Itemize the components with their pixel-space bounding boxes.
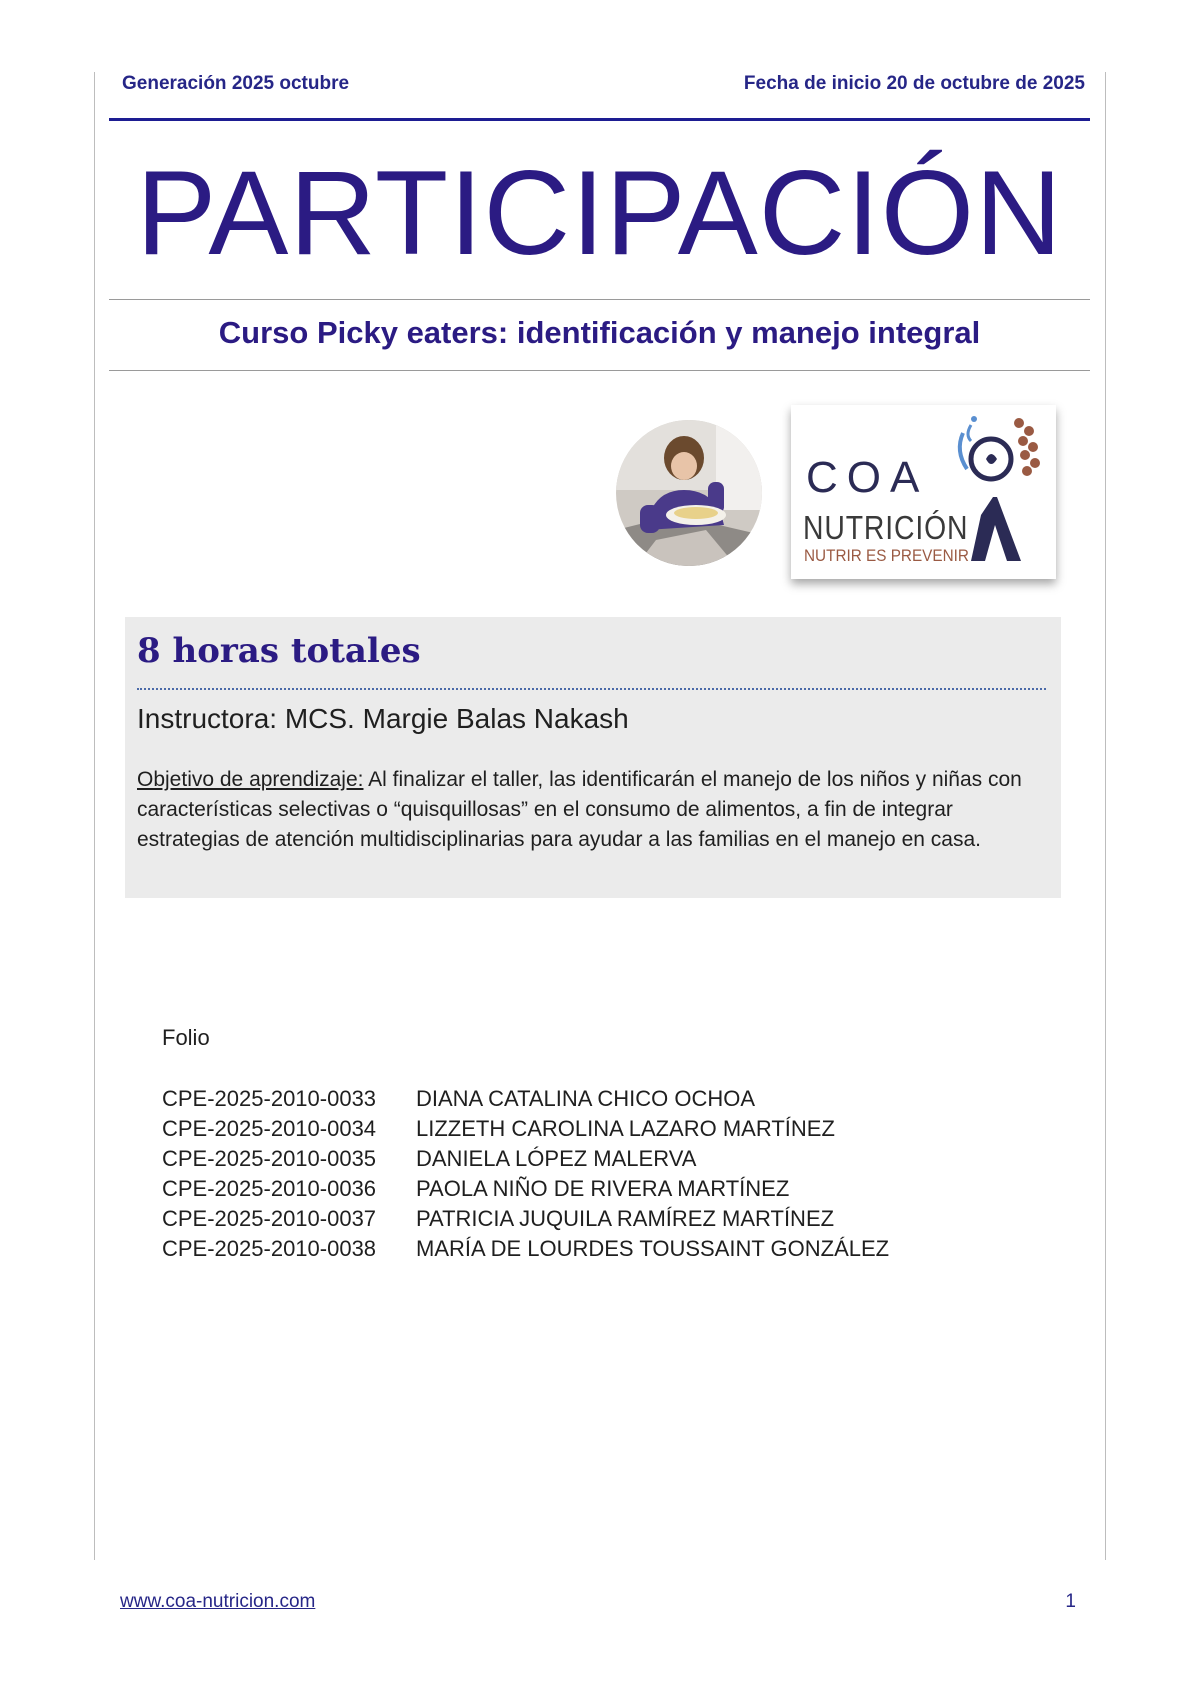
course-top-divider xyxy=(109,299,1090,300)
header-rule xyxy=(109,118,1090,121)
total-hours: 8 horas totales xyxy=(137,631,421,671)
participant-name: DANIELA LÓPEZ MALERVA xyxy=(416,1146,697,1171)
participant-folio: CPE-2025-2010-0037 xyxy=(162,1206,377,1231)
objective-text: Al finalizar el taller, las identificarán el manejo de los niños y niñas con características selectivas o “quisquillosas” en el consumo de alimentos, a fin de integrar estrategias de atención multidisciplinarias para ayudar a las familias en el manejo en casa. xyxy=(137,768,1022,851)
participant-name: PATRICIA JUQUILA RAMÍREZ MARTÍNEZ xyxy=(416,1206,835,1231)
objective-label: Objetivo de aprendizaje: xyxy=(137,768,364,791)
folio-label: Folio xyxy=(162,1025,210,1050)
course-info-panel xyxy=(125,617,1061,898)
participant-name: LIZZETH CAROLINA LAZARO MARTÍNEZ xyxy=(416,1116,835,1141)
participant-row xyxy=(162,1114,889,1144)
course-title: Curso Picky eaters: identificación y manejo integral xyxy=(218,315,981,350)
website-link[interactable]: www.coa-nutricion.com xyxy=(120,1591,316,1612)
course-bottom-divider xyxy=(109,370,1090,371)
right-margin-line xyxy=(1105,72,1106,1560)
participant-row xyxy=(162,1084,889,1114)
participant-name: MARÍA DE LOURDES TOUSSAINT GONZÁLEZ xyxy=(416,1236,890,1261)
participant-row xyxy=(162,1144,889,1174)
participant-folio: CPE-2025-2010-0036 xyxy=(162,1176,377,1201)
coa-nutricion-logo xyxy=(791,405,1056,579)
participant-folio: CPE-2025-2010-0035 xyxy=(162,1146,377,1171)
child-eating-photo xyxy=(616,420,762,566)
learning-objective xyxy=(137,765,1052,855)
participant-name: DIANA CATALINA CHICO OCHOA xyxy=(416,1086,756,1111)
participant-row xyxy=(162,1234,889,1264)
participant-row xyxy=(162,1174,889,1204)
left-margin-line xyxy=(94,72,95,1560)
participant-folio: CPE-2025-2010-0034 xyxy=(162,1116,377,1141)
instructor: Instructora: MCS. Margie Balas Nakash xyxy=(137,703,629,734)
page-title: PARTICIPACIÓN xyxy=(136,146,1063,280)
participant-row xyxy=(162,1204,889,1234)
participant-list xyxy=(162,1084,889,1264)
participant-folio: CPE-2025-2010-0033 xyxy=(162,1086,377,1111)
participant-folio: CPE-2025-2010-0038 xyxy=(162,1236,377,1261)
dotted-divider xyxy=(137,688,1046,690)
header-generation: Generación 2025 octubre xyxy=(122,73,350,94)
logo-brand: COA xyxy=(806,453,929,502)
logo-nutricion: NUTRICIÓN xyxy=(803,509,969,546)
logo-figure-icon xyxy=(941,411,1051,571)
participant-name: PAOLA NIÑO DE RIVERA MARTÍNEZ xyxy=(416,1176,790,1201)
logo-tagline: NUTRIR ES PREVENIR xyxy=(804,546,969,565)
header-start-date: Fecha de inicio 20 de octubre de 2025 xyxy=(743,73,1085,94)
page-number: 1 xyxy=(1065,1591,1076,1612)
